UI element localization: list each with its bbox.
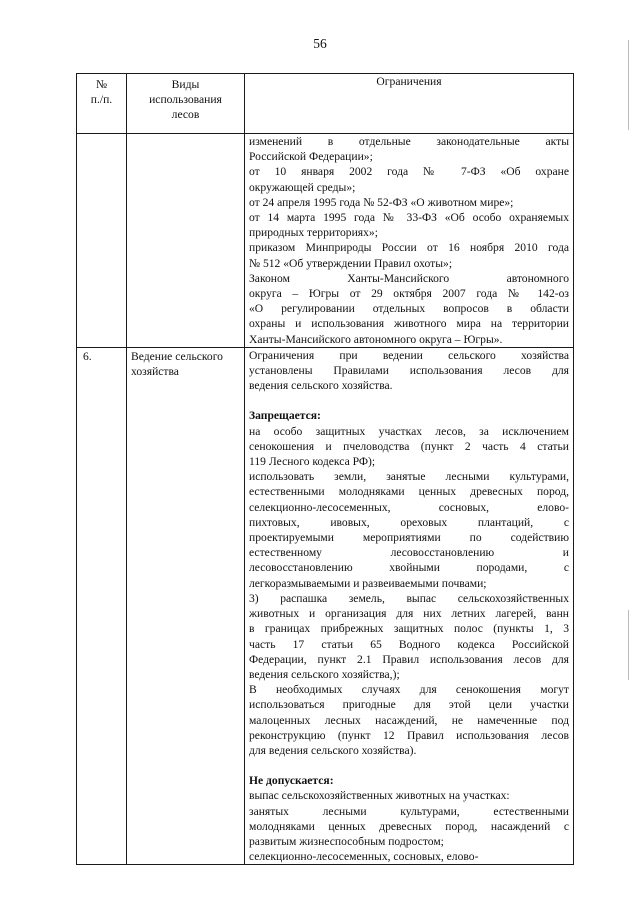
header-num-line: №	[95, 78, 108, 91]
continuation-line: от 24 апреля 1995 года № 52-ФЗ «О животном мире»;	[249, 195, 514, 209]
prohibited-line: естественными молодняками ценных древесных пород,	[249, 485, 569, 499]
prohibited-line: животных и организация для них летних лагерей, ванн	[249, 607, 569, 621]
kind-line: хозяйства	[131, 365, 179, 379]
cell-kind-empty	[127, 134, 245, 348]
prohibited-line: естественному лесовосстановлению и	[249, 546, 569, 560]
continuation-line: охраны и использования животного мира на территории	[249, 317, 569, 331]
page-number: 56	[313, 36, 327, 51]
continuation-line: округа – Югры от 29 октября 2007 года № 142-оз	[249, 287, 569, 301]
table-header-row	[77, 74, 574, 134]
not-allowed-line: занятых лесными культурами, естественными	[249, 804, 569, 818]
scan-edge-mark	[628, 610, 629, 680]
prohibited-line: в границах прибрежных защитных полос (пункты 1, 3	[249, 622, 569, 636]
cell-num: 6.	[77, 347, 127, 865]
header-kind-line: Виды	[171, 78, 200, 91]
cell-continuation	[245, 134, 574, 348]
paragraph-gap	[249, 393, 569, 408]
header-kind	[127, 74, 245, 134]
prohibited-line: Федерации, пункт 2.1 Правил использования лесов для	[249, 652, 569, 666]
continuation-line: окружающей среды»;	[249, 180, 356, 194]
prohibited-line: сенокошения и пчеловодства (пункт 2 часть 4 статьи	[249, 439, 569, 453]
continuation-line: «О регулировании отдельных вопросов в области	[249, 302, 569, 316]
prohibited-line: В необходимых случаях для сенокошения могут	[249, 683, 569, 697]
prohibited-line: малоценных лесных насаждений, не намеченные под	[249, 713, 569, 727]
prohibited-line: для ведения сельского хозяйства).	[249, 743, 417, 757]
header-kind-line: использования	[149, 93, 222, 107]
header-num	[77, 74, 127, 134]
not-allowed-line: молодняками ценных древесных пород, насаждений с	[249, 819, 569, 833]
header-kind-line: лесов	[171, 108, 200, 122]
intro-line: ведения сельского хозяйства.	[249, 379, 393, 393]
prohibited-line: ведения сельского хозяйства,);	[249, 667, 400, 681]
not-allowed-line: развитым жизнеспособным подростом;	[249, 834, 444, 848]
prohibited-line: селекционно-лесосеменных, сосновых, елово-	[249, 500, 569, 514]
prohibited-line: лесовосстановлению хвойными породами, с	[249, 561, 569, 575]
not-allowed-heading: Не допускается:	[249, 774, 334, 788]
prohibited-line: на особо защитных участках лесов, за исключением	[249, 424, 569, 438]
prohibited-line: часть 17 статьи 65 Водного кодекса Российской	[249, 637, 569, 651]
kind-line: Ведение сельского	[131, 349, 223, 363]
prohibited-line: легкоразмываемыми и развеиваемыми почвами;	[249, 576, 487, 590]
prohibited-line: реконструкцию (пункт 12 Правил использования лесов	[249, 728, 569, 742]
scan-edge-mark	[628, 40, 629, 130]
header-num-line: п./п.	[90, 93, 113, 107]
prohibited-line: пихтовых, ивовых, ореховых плантаций, с	[249, 515, 569, 529]
intro-line: установлены Правилами использования лесов для	[249, 364, 569, 378]
header-restrictions: Ограничения	[245, 74, 574, 134]
prohibited-line: проектируемыми мероприятиями по содействию	[249, 531, 569, 545]
continuation-line: приказом Минприроды России от 16 ноября 2010 года	[249, 241, 569, 255]
table-row	[77, 134, 574, 348]
continuation-line: Российской Федерации»;	[249, 150, 373, 164]
prohibited-line: 119 Лесного кодекса РФ);	[249, 455, 376, 469]
prohibited-heading: Запрещается:	[249, 409, 321, 423]
prohibited-line: использовать земли, занятые лесными культурами,	[249, 470, 569, 484]
table-row	[77, 347, 574, 865]
continuation-line: от 10 января 2002 года № 7-ФЗ «Об охране	[249, 165, 569, 179]
intro-line: Ограничения при ведении сельского хозяйства	[249, 348, 569, 362]
cell-kind	[127, 347, 245, 865]
not-allowed-line: выпас сельскохозяйственных животных на участках:	[249, 789, 510, 803]
restrictions-table	[76, 73, 574, 865]
continuation-line: Законом Ханты-Мансийского автономного	[249, 271, 569, 285]
prohibited-line: 3) распашка земель, выпас сельскохозяйственных	[249, 591, 569, 605]
cell-restrictions	[245, 347, 574, 865]
paragraph-gap	[249, 758, 569, 773]
continuation-line: природных территориях»;	[249, 226, 378, 240]
continuation-line: изменений в отдельные законодательные акты	[249, 135, 569, 148]
continuation-line: Ханты-Мансийского автономного округа – Югры».	[249, 332, 503, 346]
continuation-line: № 512 «Об утверждении Правил охоты»;	[249, 256, 453, 270]
cell-num-empty	[77, 134, 127, 348]
prohibited-line: использоваться пригодные для этой цели участки	[249, 698, 569, 712]
not-allowed-line: селекционно-лесосеменных, сосновых, елово-	[249, 850, 479, 864]
continuation-line: от 14 марта 1995 года № 33-ФЗ «Об особо охраняемых	[249, 211, 569, 225]
